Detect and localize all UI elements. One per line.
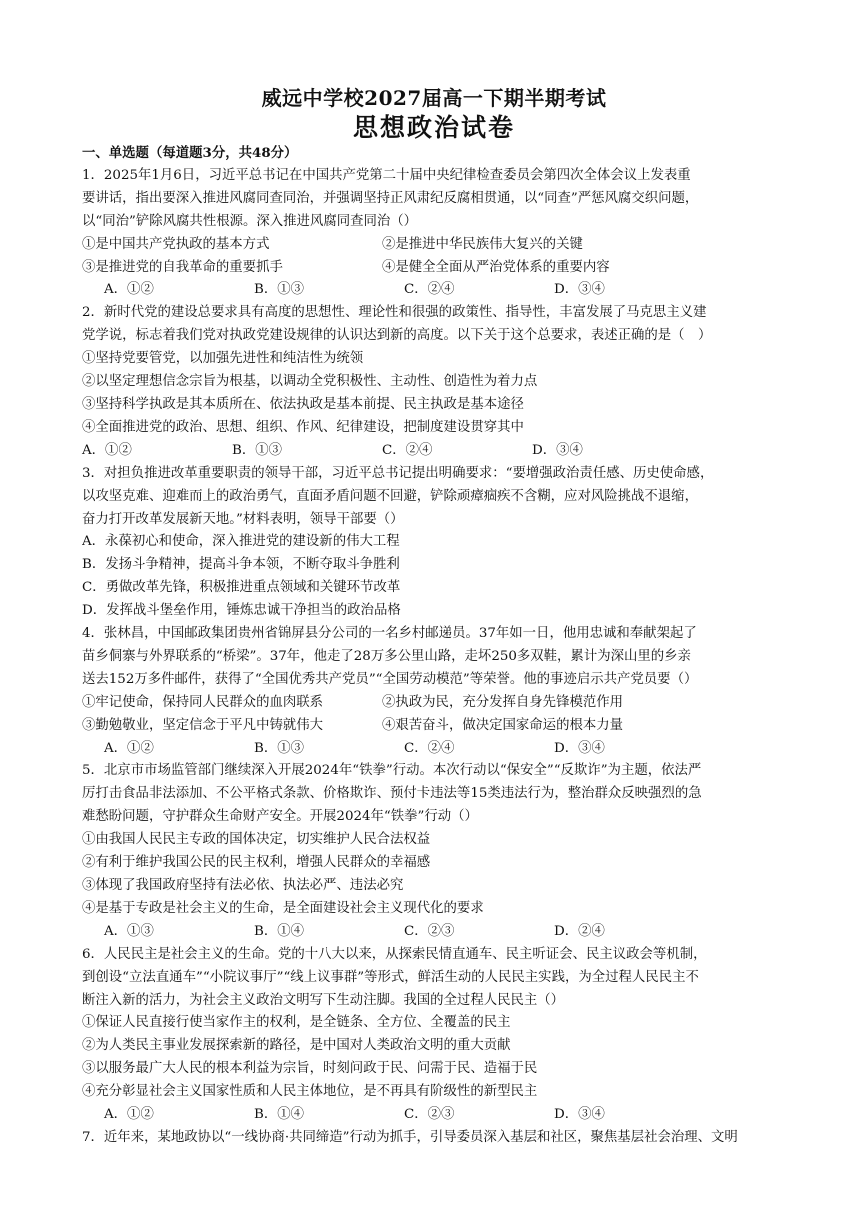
school-exam-title: 威远中学校2027届高一下期半期考试 — [261, 86, 607, 110]
statement-row — [82, 715, 796, 738]
option-b: B．①③ — [254, 282, 305, 298]
statement: ②是推进中华民族伟大复兴的关键 — [382, 236, 583, 252]
option-a: A．①② — [104, 740, 154, 756]
answer-options — [82, 921, 796, 944]
option-d: D．发挥战斗堡垒作用，锤炼忠诚干净担当的政治品格 — [82, 603, 401, 619]
option-c: C．②③ — [404, 1107, 455, 1123]
option-a: A．①③ — [104, 923, 154, 939]
question-text-line: 7．近年来，某地政协以“一线协商·共同缔造”行动为抓手，引导委员深入基层和社区，聚焦基层社会治理、文明 — [82, 1129, 738, 1145]
section-heading: 一、单选题（每道题3分，共48分） — [82, 145, 298, 161]
question-text-line: 断注入新的活力，为社会主义政治文明写下生动注脚。我国的全过程人民民主（） — [82, 992, 565, 1008]
question-text-line: 厉打击食品非法添加、不公平格式条款、价格欺诈、预付卡违法等15类违法行为，整治群众反映强烈的急 — [82, 786, 702, 802]
subject-title: 思想政治试卷 — [352, 113, 515, 142]
statement: ③以服务最广大人民的根本利益为宗旨，时刻问政于民、问需于民、造福于民 — [82, 1061, 538, 1077]
option-c: C．②④ — [404, 740, 455, 756]
option-b: B．①③ — [232, 442, 283, 458]
question-text-line: 奋力打开改革发展新天地。”材料表明，领导干部要（） — [82, 511, 404, 527]
statement: ④是健全全面从严治党体系的重要内容 — [382, 259, 610, 275]
question-text-line: 6．人民民主是社会主义的生命。党的十八大以来，从探索民情直通车、民主听证会、民主议政会等机制， — [82, 946, 707, 962]
statement: ③坚持科学执政是其本质所在、依法执政是基本前提、民主执政是基本途径 — [82, 396, 524, 412]
question-text-line: 1．2025年1月6日，习近平总书记在中国共产党第二十届中央纪律检查委员会第四次全体会议上发表重 — [82, 167, 691, 183]
option-c: C．②③ — [404, 923, 455, 939]
question-text-line: 2．新时代党的建设总要求具有高度的思想性、理论性和很强的政策性、指导性，丰富发展了马克思主义建 — [82, 305, 707, 321]
option-d: D．③④ — [554, 282, 605, 298]
question-2 — [82, 302, 796, 462]
option-c: C．②④ — [404, 282, 455, 298]
statement: ②为人类民主事业发展探索新的路径，是中国对人类政治文明的重大贡献 — [82, 1038, 511, 1054]
option-b: B．①④ — [254, 923, 305, 939]
question-4 — [82, 623, 796, 760]
question-text-line: 3．对担负推进改革重要职责的领导干部，习近平总书记提出明确要求：“要增强政治责任感、历史使命感， — [82, 465, 714, 481]
question-3 — [82, 463, 796, 623]
question-text-line: 苗乡侗寨与外界联系的“桥梁”。37年，他走了28万多公里山路，走坏250多双鞋，累计为深山里的乡亲 — [82, 648, 691, 664]
exam-content — [82, 142, 796, 1150]
question-text-line: 5．北京市市场监管部门继续深入开展2024年“铁拳”行动。本次行动以“保安全”“反欺诈”为主题，依法严 — [82, 763, 702, 779]
answer-options — [82, 440, 796, 463]
statement: ③勤勉敬业，坚定信念于平凡中铸就伟大 — [82, 717, 324, 733]
question-text-line: 送去152万多件邮件，获得了“全国优秀共产党员”“全国劳动模范”等荣誉。他的事迹启示共产党员要（） — [82, 671, 698, 687]
option-b: B．①③ — [254, 740, 305, 756]
question-text-line: 以“同治”铲除风腐共性根源。深入推进风腐同查同治（） — [82, 213, 418, 229]
option-d: D．③④ — [554, 1107, 605, 1123]
option-a: A．永葆初心和使命，深入推进党的建设新的伟大工程 — [82, 534, 400, 550]
option-d: D．③④ — [554, 740, 605, 756]
question-text-line: 4．张林昌，中国邮政集团贵州省锦屏县分公司的一名乡村邮递员。37年如一日，他用忠诚和奉献架起了 — [82, 626, 697, 642]
option-d: D．③④ — [532, 442, 583, 458]
statement: ④艰苦奋斗，做决定国家命运的根本力量 — [382, 717, 624, 733]
statement: ④全面推进党的政治、思想、组织、作风、纪律建设，把制度建设贯穿其中 — [82, 419, 524, 435]
statement: ①牢记使命，保持同人民群众的血肉联系 — [82, 694, 324, 710]
statement: ③是推进党的自我革命的重要抓手 — [82, 259, 283, 275]
option-b: B．发扬斗争精神，提高斗争本领，不断夺取斗争胜利 — [82, 557, 400, 573]
question-text-line: 以攻坚克难、迎难而上的政治勇气，直面矛盾问题不回避，铲除顽瘴痼疾不含糊，应对风险挑战不退缩， — [82, 488, 698, 504]
statement: ②执政为民，充分发挥自身先锋模范作用 — [382, 694, 624, 710]
statement: ④充分彰显社会主义国家性质和人民主体地位，是不再具有阶级性的新型民主 — [82, 1084, 538, 1100]
question-5 — [82, 760, 796, 943]
statement: ①由我国人民民主专政的国体决定，切实维护人民合法权益 — [82, 832, 431, 848]
statement: ②有利于维护我国公民的民主权利，增强人民群众的幸福感 — [82, 855, 431, 871]
answer-options — [82, 279, 796, 302]
statement: ①保证人民直接行使当家作主的权利，是全链条、全方位、全覆盖的民主 — [82, 1015, 511, 1031]
option-c: C．勇做改革先锋，积极推进重点领域和关键环节改革 — [82, 580, 401, 596]
option-a: A．①② — [104, 1107, 154, 1123]
question-text-line: 到创设“立法直通车”“小院议事厅”“线上议事群”等形式，鲜活生动的人民民主实践，为全过程人民民主不 — [82, 969, 699, 985]
statement-row — [82, 692, 796, 715]
statement: ②以坚定理想信念宗旨为根基，以调动全党积极性、主动性、创造性为着力点 — [82, 374, 538, 390]
question-7 — [82, 1127, 796, 1150]
statement: ①是中国共产党执政的基本方式 — [82, 236, 270, 252]
option-a: A．①② — [104, 282, 154, 298]
option-c: C．②④ — [382, 442, 433, 458]
option-d: D．②④ — [554, 923, 605, 939]
statement-row — [82, 257, 796, 280]
question-6 — [82, 944, 796, 1127]
statement: ①坚持党要管党，以加强先进性和纯洁性为统领 — [82, 351, 364, 367]
question-text-line: 要讲话，指出要深入推进风腐同查同治，并强调坚持正风肃纪反腐相贯通，以“同查”严惩风腐交织问题， — [82, 190, 699, 206]
answer-options — [82, 1104, 796, 1127]
statement-row — [82, 234, 796, 257]
option-b: B．①④ — [254, 1107, 305, 1123]
answer-options — [82, 738, 796, 761]
question-text-line: 党学说，标志着我们党对执政党建设规律的认识达到新的高度。以下关于这个总要求，表述正确的是（ ） — [82, 328, 712, 344]
statement: ④是基于专政是社会主义的生命，是全面建设社会主义现代化的要求 — [82, 900, 484, 916]
question-1 — [82, 165, 796, 302]
statement: ③体现了我国政府坚持有法必依、执法必严、违法必究 — [82, 878, 404, 893]
option-a: A．①② — [82, 442, 132, 458]
question-text-line: 难愁盼问题，守护群众生命财产安全。开展2024年“铁拳”行动（） — [82, 809, 478, 825]
